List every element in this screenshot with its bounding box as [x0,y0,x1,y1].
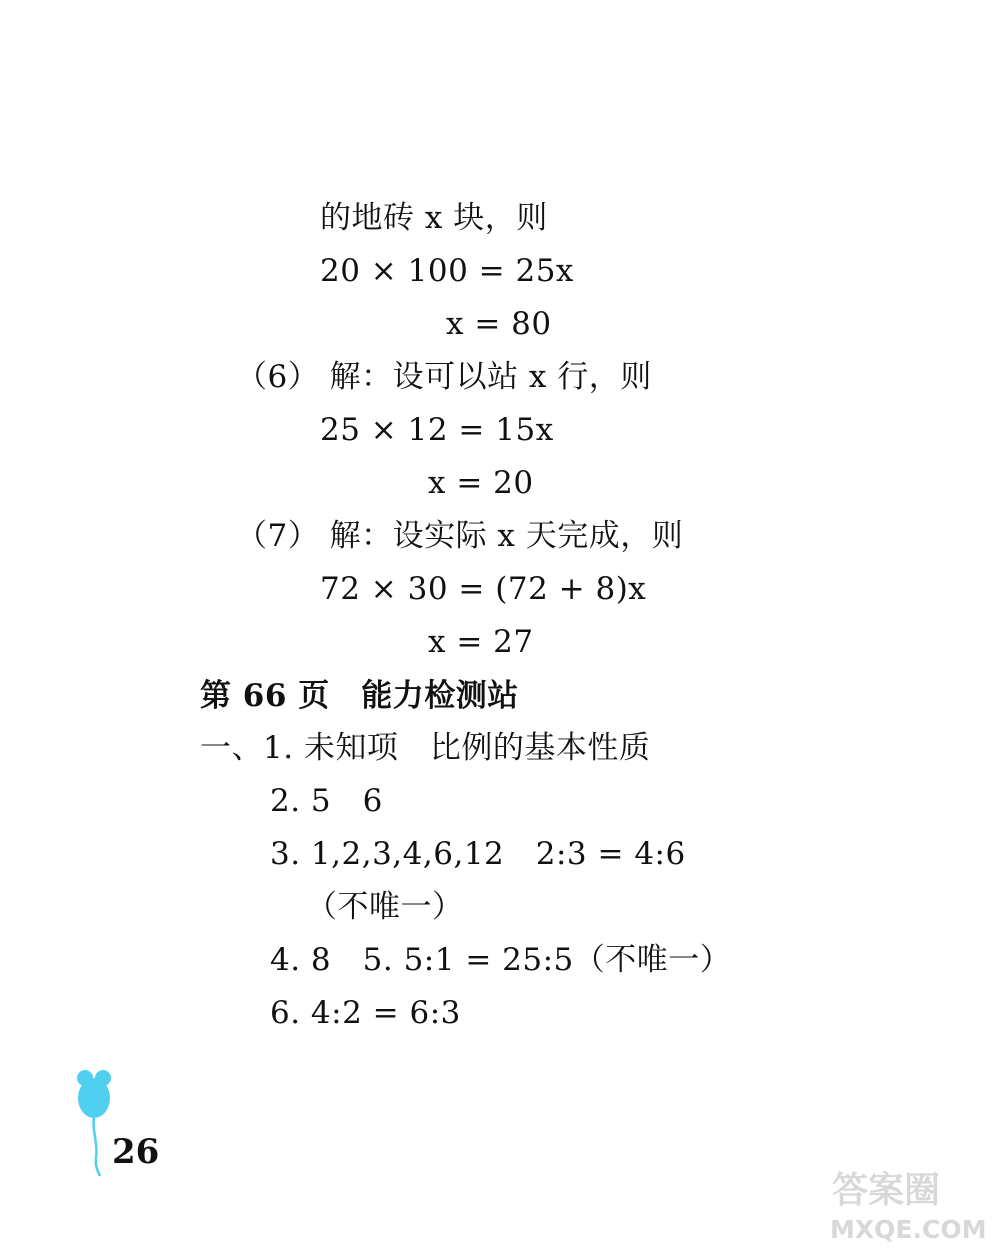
page-number: 26 [112,1132,160,1172]
problem-7-line: （7） 解：设实际 x 天完成，则 [236,518,684,554]
section-heading: 第 66 页 能力检测站 [200,678,519,714]
answer-line-4-5: 4. 8 5. 5:1 = 25:5（不唯一） [270,942,732,978]
text-line-1: 的地砖 x 块，则 [320,200,548,236]
answer-line-1: 一、1. 未知项 比例的基本性质 [200,730,651,766]
problem-6-line: （6） 解：设可以站 x 行，则 [236,359,652,395]
watermark-bottom-text: MXQE.COM [830,1215,987,1244]
equation-line-2: 20 × 100 = 25x [320,253,574,289]
result-line-3: x = 80 [446,306,552,342]
answer-line-3: 3. 1,2,3,4,6,12 2:3 = 4:6 [270,836,686,872]
watermark-logo-icon [826,1158,992,1244]
answer-line-3-note: （不唯一） [306,889,464,925]
equation-line-5: 25 × 12 = 15x [320,412,554,448]
watermark-top-text: 答案圈 [832,1170,941,1211]
equation-line-8: 72 × 30 = (72 + 8)x [320,571,647,607]
answer-line-2: 2. 5 6 [270,783,383,819]
result-line-9: x = 27 [428,624,534,660]
result-line-6: x = 20 [428,465,534,501]
answer-line-6: 6. 4:2 = 6:3 [270,995,461,1031]
